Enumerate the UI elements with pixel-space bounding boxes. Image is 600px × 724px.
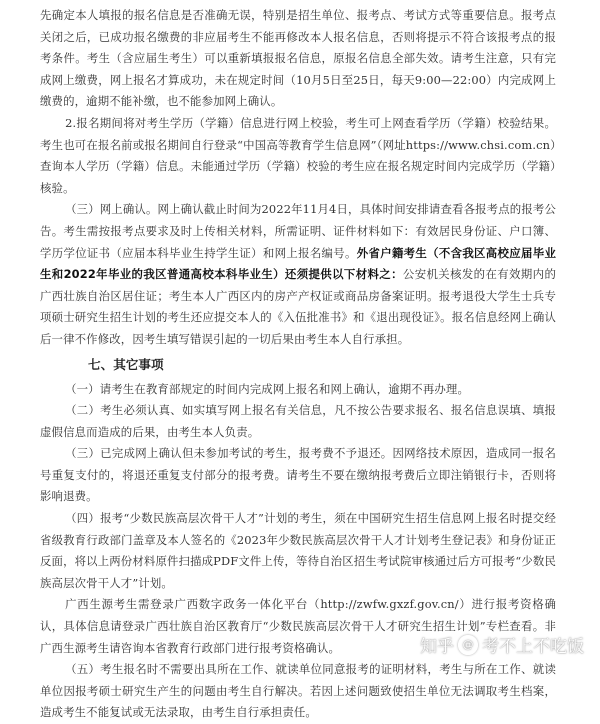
note-item-3: （三）已完成网上确认但未参加考试的考生，报考费不予退还。因网络技术原因，造成同一报名号重复支付的，将退还重复支付部分的报考费。请考生不要在缴纳报考费后立即注销银行卡，否则将影响退费。 [40, 446, 556, 504]
zhihu-watermark [420, 632, 584, 657]
paragraph-registration-fee-notice: 先确定本人填报的报名信息是否准确无误，特别是招生单位、报考点、考试方式等重要信息。报考点关闭之后，已成功报名缴费的非应届考生不能再修改本人报名信息，否则将提示不符合该报考点的报考条件。考生（含应届生考生）可以重新填报报名信息，原报名信息全部失效。请考生注意，只有完成网上缴费，网上报名才算成功，未在规定时间（10月5日至25日，每天9:00—22:00）内完成网上缴费的，逾期不能补缴，也不能参加网上确认。 [40, 8, 556, 109]
out-of-province-requirement: 外省户籍考生（不含我区高校应届毕业生和2022年毕业的我区普通高校本科毕业生）还须提供以下材料之： [40, 245, 556, 282]
paragraph-online-confirmation [40, 199, 556, 350]
watermark-at-icon: @ [458, 635, 478, 655]
watermark-author: 考不上不吃饭 [482, 637, 584, 657]
note-item-guangxi-confirmation: 广西生源考生需登录广西数字政务一体化平台（http://zwfw.gxzf.gov.cn/）进行报考资格确认，具体信息请登录广西壮族自治区教育厅“少数民族高层次骨干人才研究生招生计划”专栏查看。非广西生源考生请咨询本省教育行政部门进行报考资格确认。 [40, 597, 556, 655]
note-item-4: （四）报考“少数民族高层次骨干人才”计划的考生，须在中国研究生招生信息网上报名时提交经省级教育行政部门盖章及本人签名的《2023年少数民族高层次骨干人才计划考生登记表》和身份证正反面，将以上两份材料原件扫描成PDF文件上传，等待自治区招生考试院审核通过后方可报考“少数民族高层次骨干人才”计划。 [40, 511, 556, 590]
note-item-1: （一）请考生在教育部规定的时间内完成网上报名和网上确认，逾期不再办理。 [65, 381, 470, 396]
online-confirmation-materials: 公安机关核发的在有效期内的广西壮族自治区居住证；考生本人广西区内的房产产权证或商品房备案证明。报考退役大学生士兵专项硕士研究生招生计划的考生还应提交本人的《入伍批准书》和《退出现役证》。报名信息经网上确认后一律不作修改，因考生填写错误引起的一切后果由考生本人自行承担。 [40, 267, 556, 346]
watermark-brand: 知乎 [420, 637, 454, 657]
note-item-5: （五）考生报名时不需要出具所在工作、就读单位同意报考的证明材料，考生与所在工作、就读单位因报考硕士研究生产生的问题由考生自行解决。若因上述问题致使招生单位无法调取考生档案，造成考生不能复试或无法录取，由考生自行承担责任。 [40, 662, 556, 720]
online-confirmation-intro: （三）网上确认。网上确认截止时间为2022年11月4日，具体时间安排请查看各报考点的报考公告。考生需按报考点要求及时上传相关材料，所需证明、证件材料如下：有效居民身份证、户口簿、学历学位证书（应届本科毕业生持学生证）和网上报名编号。 [40, 202, 556, 260]
section-heading-other-matters: 七、其它事项 [88, 356, 164, 372]
paragraph-education-verification: 2.报名期间将对考生学历（学籍）信息进行网上校验，考生可上网查看学历（学籍）校验结果。考生也可在报名前或报名期间自行登录“中国高等教育学生信息网”（网址https://www.chsi.com.cn）查询本人学历（学籍）信息。未能通过学历（学籍）校验的考生应在报名规定时间内完成学历（学籍）核验。 [40, 115, 556, 195]
note-item-2: （二）考生必须认真、如实填写网上报名有关信息，凡不按公告要求报名、报名信息误填、填报虚假信息而造成的后果，由考生本人负责。 [40, 403, 556, 439]
